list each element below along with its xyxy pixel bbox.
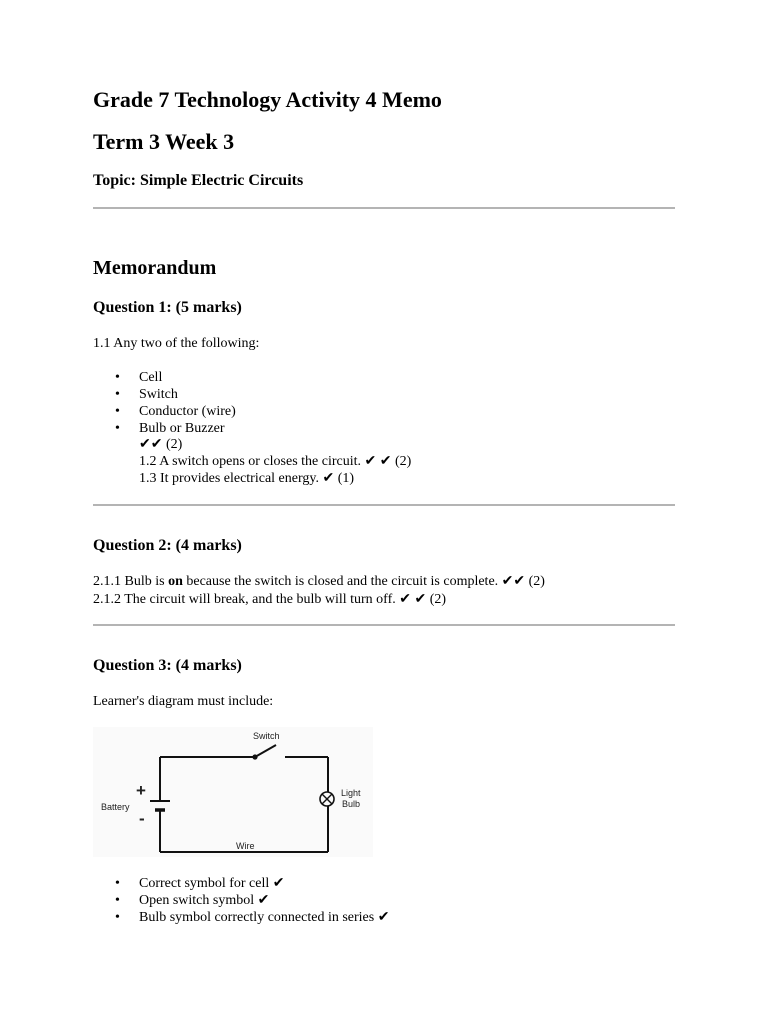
topic-line: Topic: Simple Electric Circuits bbox=[93, 172, 304, 189]
list-item: • Conductor (wire) bbox=[115, 404, 236, 419]
question-3-intro: Learner's diagram must include: bbox=[93, 694, 274, 709]
list-item: • Switch bbox=[115, 387, 178, 402]
list-item: • Cell bbox=[115, 370, 163, 385]
question-3-list bbox=[93, 875, 389, 926]
answer-2-1-2: 2.1.2 The circuit will break, and the bulb will turn off. ✔ ✔ (2) bbox=[93, 592, 447, 607]
list-item: • Bulb or Buzzer bbox=[115, 421, 225, 436]
circuit-diagram bbox=[93, 727, 373, 857]
memorandum-heading: Memorandum bbox=[93, 257, 217, 279]
question-1-marks: ✔✔ (2) bbox=[139, 437, 183, 452]
bulb-label-light: Light bbox=[341, 788, 361, 798]
wire-label: Wire bbox=[236, 841, 255, 851]
list-item: • Correct symbol for cell ✔ bbox=[115, 876, 285, 891]
question-1-list bbox=[93, 369, 236, 437]
document-subtitle: Term 3 Week 3 bbox=[93, 129, 235, 154]
divider bbox=[93, 504, 675, 506]
question-1-intro: 1.1 Any two of the following: bbox=[93, 336, 260, 351]
document-title: Grade 7 Technology Activity 4 Memo bbox=[93, 87, 442, 112]
diagram-background bbox=[93, 727, 373, 857]
bulb-label-bulb: Bulb bbox=[342, 799, 361, 809]
answer-1-2: 1.2 A switch opens or closes the circuit. ✔ ✔ (2) bbox=[139, 454, 412, 469]
plus-sign: + bbox=[136, 781, 146, 800]
divider bbox=[93, 624, 675, 626]
battery-label: Battery bbox=[101, 802, 130, 812]
minus-sign: - bbox=[139, 809, 145, 828]
answer-2-1-1: 2.1.1 Bulb is on because the switch is closed and the circuit is complete. ✔✔ (2) bbox=[93, 574, 545, 589]
question-1-heading: Question 1: (5 marks) bbox=[93, 299, 242, 316]
divider bbox=[93, 207, 675, 209]
question-2-heading: Question 2: (4 marks) bbox=[93, 537, 242, 554]
list-item: • Bulb symbol correctly connected in series ✔ bbox=[115, 910, 390, 925]
answer-1-3: 1.3 It provides electrical energy. ✔ (1) bbox=[139, 471, 355, 486]
list-item: • Open switch symbol ✔ bbox=[115, 893, 270, 908]
switch-label: Switch bbox=[253, 731, 280, 741]
question-3-heading: Question 3: (4 marks) bbox=[93, 657, 242, 674]
